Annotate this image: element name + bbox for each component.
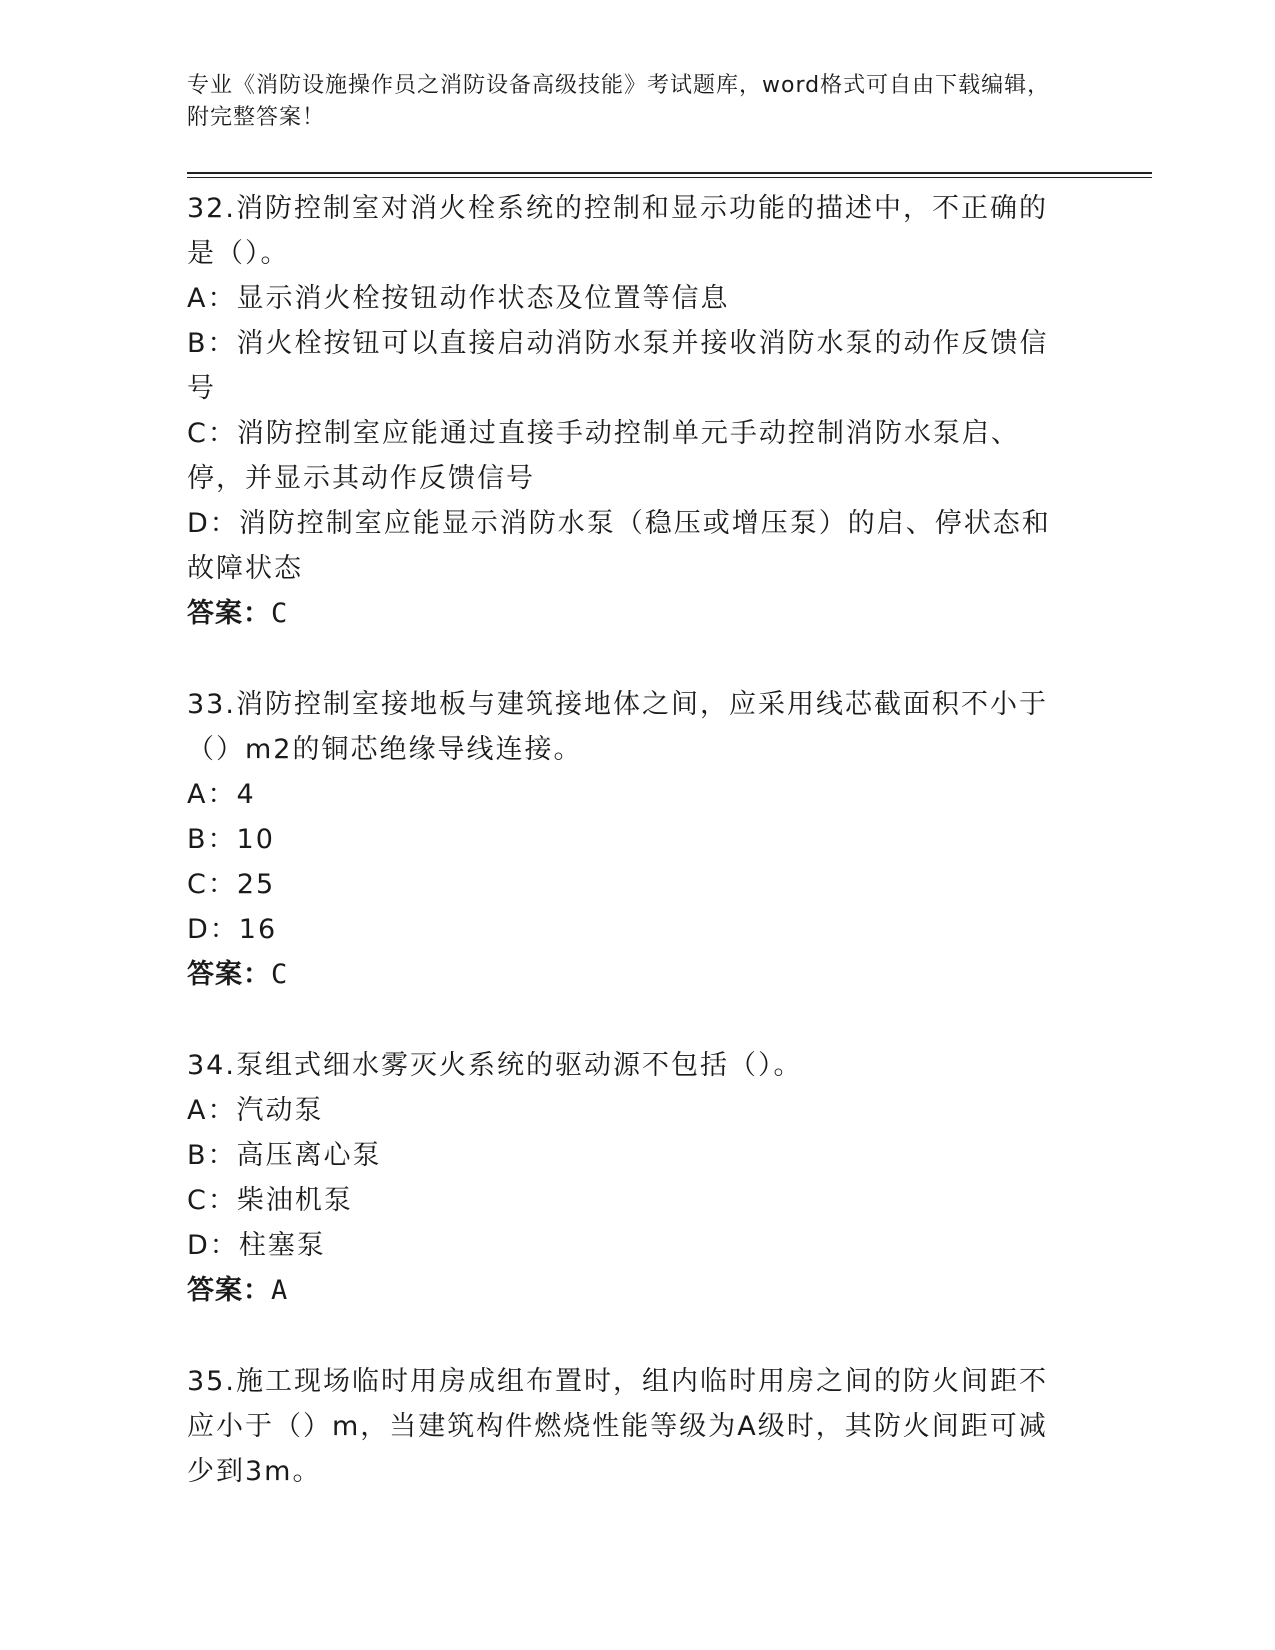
option-d: D：16 — [187, 914, 278, 945]
option-b: B：10 — [187, 824, 275, 855]
option-a: A：4 — [187, 779, 256, 810]
document-header: 专业《消防设施操作员之消防设备高级技能》考试题库，word格式可自由下载编辑，附完整答案！ — [187, 73, 1051, 130]
option-a: A：汽动泵 — [187, 1095, 324, 1126]
option-c: C：柴油机泵 — [187, 1185, 353, 1216]
answer-label: 答案： — [187, 959, 271, 990]
question-stem: 32.消防控制室对消火栓系统的控制和显示功能的描述中，不正确的是（）。 — [187, 193, 1048, 269]
question-35 — [187, 1359, 1067, 1494]
option-a: A：显示消火栓按钮动作状态及位置等信息 — [187, 283, 730, 314]
option-d: D：消防控制室应能显示消防水泵（稳压或增压泵）的启、停状态和故障状态 — [187, 508, 1051, 584]
question-33 — [187, 682, 1067, 997]
option-b: B：消火栓按钮可以直接启动消防水泵并接收消防水泵的动作反馈信号 — [187, 328, 1049, 404]
question-stem: 34.泵组式细水雾灭火系统的驱动源不包括（）。 — [187, 1050, 803, 1081]
question-34 — [187, 1043, 1067, 1313]
question-list — [187, 186, 1067, 1494]
answer-label: 答案： — [187, 1275, 271, 1306]
header-divider — [187, 172, 1152, 178]
answer-line — [187, 1268, 1067, 1313]
option-d: D：柱塞泵 — [187, 1230, 326, 1261]
answer-line — [187, 591, 1067, 636]
document-page — [187, 70, 1152, 1494]
question-32 — [187, 186, 1067, 636]
option-c: C：25 — [187, 869, 276, 900]
answer-value: C — [271, 959, 289, 990]
question-stem: 35.施工现场临时用房成组布置时，组内临时用房之间的防火间距不应小于（）m，当建筑构件燃烧性能等级为A级时，其防火间距可减少到3m。 — [187, 1366, 1048, 1487]
answer-line — [187, 952, 1067, 997]
answer-value: A — [271, 1275, 289, 1306]
option-c: C：消防控制室应能通过直接手动控制单元手动控制消防水泵启、停，并显示其动作反馈信号 — [187, 418, 1020, 494]
answer-value: C — [271, 598, 289, 629]
question-stem: 33.消防控制室接地板与建筑接地体之间，应采用线芯截面积不小于（）m2的铜芯绝缘导线连接。 — [187, 689, 1048, 765]
option-b: B：高压离心泵 — [187, 1140, 382, 1171]
answer-label: 答案： — [187, 598, 271, 629]
